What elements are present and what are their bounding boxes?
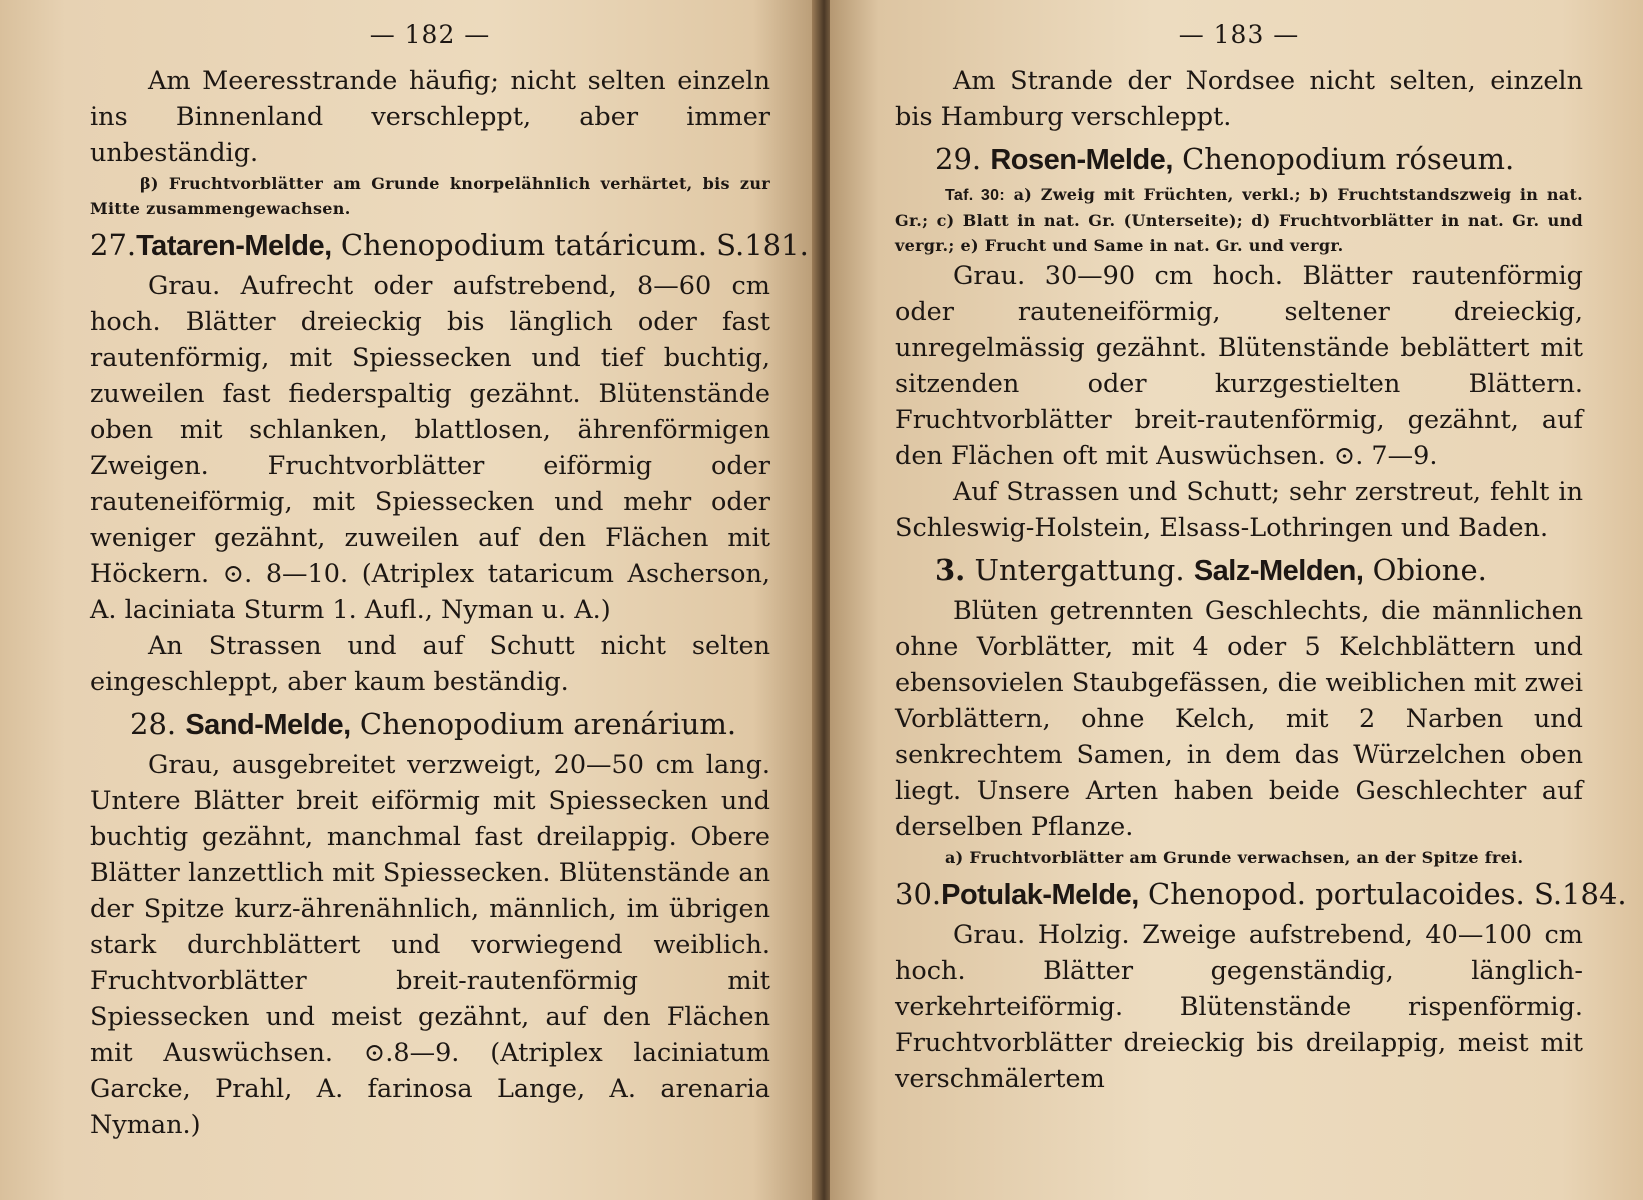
species-heading-29 bbox=[895, 139, 1583, 180]
plate-reference bbox=[895, 182, 1583, 258]
species-description: Grau, ausgebreitet verzweigt, 20—50 cm lang. Untere Blätter breit eiförmig mit Spiessecken und buchtig gezähnt, manchmal fast dreilappig. Obere Blätter lanzettlich mit Spiessecken. Blütenstände an der Spitze kurz-ährenähnlich, männlich, im übrigen stark durchblättert und vorwiegend weiblich. Fruchtvorblätter breit-rautenförmig mit Spiessecken und meist gezähnt, auf den Flächen mit Auswüchsen. ⊙.8—9. (Atriplex laciniatum Garcke, Prahl, A. farinosa Lange, A. arenaria Nyman.) bbox=[90, 750, 770, 1140]
page-number: — 182 — bbox=[369, 20, 491, 49]
species-latin: Chenopod. portulacoides. S.184. bbox=[1138, 877, 1627, 911]
subgenus-number: 3. bbox=[935, 553, 966, 587]
species-heading-28 bbox=[90, 704, 770, 745]
species-latin: Chenopodium tatáricum. S.181. bbox=[331, 228, 809, 262]
species-habitat: Auf Strassen und Schutt; sehr zerstreut, fehlt in Schleswig-Holstein, Elsass-Lothringen und Baden. bbox=[895, 477, 1583, 543]
species-name: Tataren-Melde, bbox=[136, 230, 332, 262]
species-number: 28. bbox=[130, 707, 177, 741]
species-number: 27. bbox=[90, 228, 137, 262]
subgenus-label: Untergattung. bbox=[965, 553, 1194, 587]
footnote-a: a) Fruchtvorblätter am Grunde verwachsen, an der Spitze frei. bbox=[945, 848, 1524, 867]
species-habitat: An Strassen und auf Schutt nicht selten eingeschleppt, aber kaum beständig. bbox=[90, 631, 770, 697]
species-name: Potulak-Melde, bbox=[941, 879, 1139, 911]
species-name: Sand-Melde, bbox=[185, 709, 351, 741]
species-name: Rosen-Melde, bbox=[990, 144, 1173, 176]
species-latin: Chenopodium arenárium. bbox=[350, 707, 737, 741]
species-number: 30. bbox=[895, 877, 942, 911]
species-description: Grau. 30—90 cm hoch. Blätter rautenförmig oder rauteneiförmig, seltener dreieckig, unregelmässig gezähnt. Blütenstände beblättert mit sitzenden oder kurzgestielten Blättern. Fruchtvorblätter breit-rautenförmig, gezähnt, auf den Flächen oft mit Auswüchsen. ⊙. 7—9. bbox=[895, 261, 1583, 471]
left-page bbox=[0, 0, 818, 1200]
species-heading-30 bbox=[895, 874, 1627, 915]
text-continuation: Am Meeresstrande häufig; nicht selten einzeln ins Binnenland verschleppt, aber immer unbeständig. bbox=[90, 66, 770, 168]
subgenus-heading bbox=[895, 550, 1583, 591]
species-number: 29. bbox=[935, 142, 982, 176]
species-latin: Chenopodium róseum. bbox=[1172, 142, 1515, 176]
footnote-beta: β) Fruchtvorblätter am Grunde knorpelähnlich verhärtet, bis zur Mitte zusammengewachsen. bbox=[90, 174, 770, 218]
subgenus-name: Salz-Melden, bbox=[1193, 555, 1364, 587]
species-description: Grau. Holzig. Zweige aufstrebend, 40—100 cm hoch. Blätter gegenständig, länglich-verkehrteiförmig. Blütenstände rispenförmig. Fruchtvorblätter dreieckig bis dreilappig, meist mit verschmälertem bbox=[895, 920, 1583, 1094]
subgenus-latin: Obione. bbox=[1363, 553, 1487, 587]
species-description: Grau. Aufrecht oder aufstrebend, 8—60 cm hoch. Blätter dreieckig bis länglich oder fast rautenförmig, mit Spiessecken und tief buchtig, zuweilen fast fiederspaltig gezähnt. Blütenstände oben mit schlanken, blattlosen, ährenförmigen Zweigen. Fruchtvorblätter eiförmig oder rauteneiförmig, mit Spiessecken und mehr oder weniger gezähnt, zuweilen auf den Flächen mit Höckern. ⊙. 8—10. (Atriplex tataricum Ascherson, A. laciniata Sturm 1. Aufl., Nyman u. A.) bbox=[90, 271, 770, 625]
plate-label: Taf. 30: bbox=[945, 187, 1005, 204]
right-page bbox=[830, 0, 1643, 1200]
subgenus-description: Blüten getrennten Geschlechts, die männlichen ohne Vorblätter, mit 4 oder 5 Kelchblättern und ebensovielen Staubgefässen, die weiblichen mit zwei Vorblättern, ohne Kelch, mit 2 Narben und senkrechtem Samen, in dem das Würzelchen oben liegt. Unsere Arten haben beide Geschlechter auf derselben Pflanze. bbox=[895, 596, 1583, 842]
text-continuation: Am Strande der Nordsee nicht selten, einzeln bis Hamburg verschleppt. bbox=[895, 66, 1583, 132]
plate-text: a) Zweig mit Früchten, verkl.; b) Fruchtstandszweig in nat. Gr.; c) Blatt in nat. Gr. (Unterseite); d) Fruchtvorblätter in nat. Gr. und vergr.; e) Frucht und Same in nat. Gr. und vergr. bbox=[895, 185, 1584, 255]
page-number: — 183 — bbox=[1178, 20, 1300, 49]
species-heading-27 bbox=[90, 225, 809, 266]
